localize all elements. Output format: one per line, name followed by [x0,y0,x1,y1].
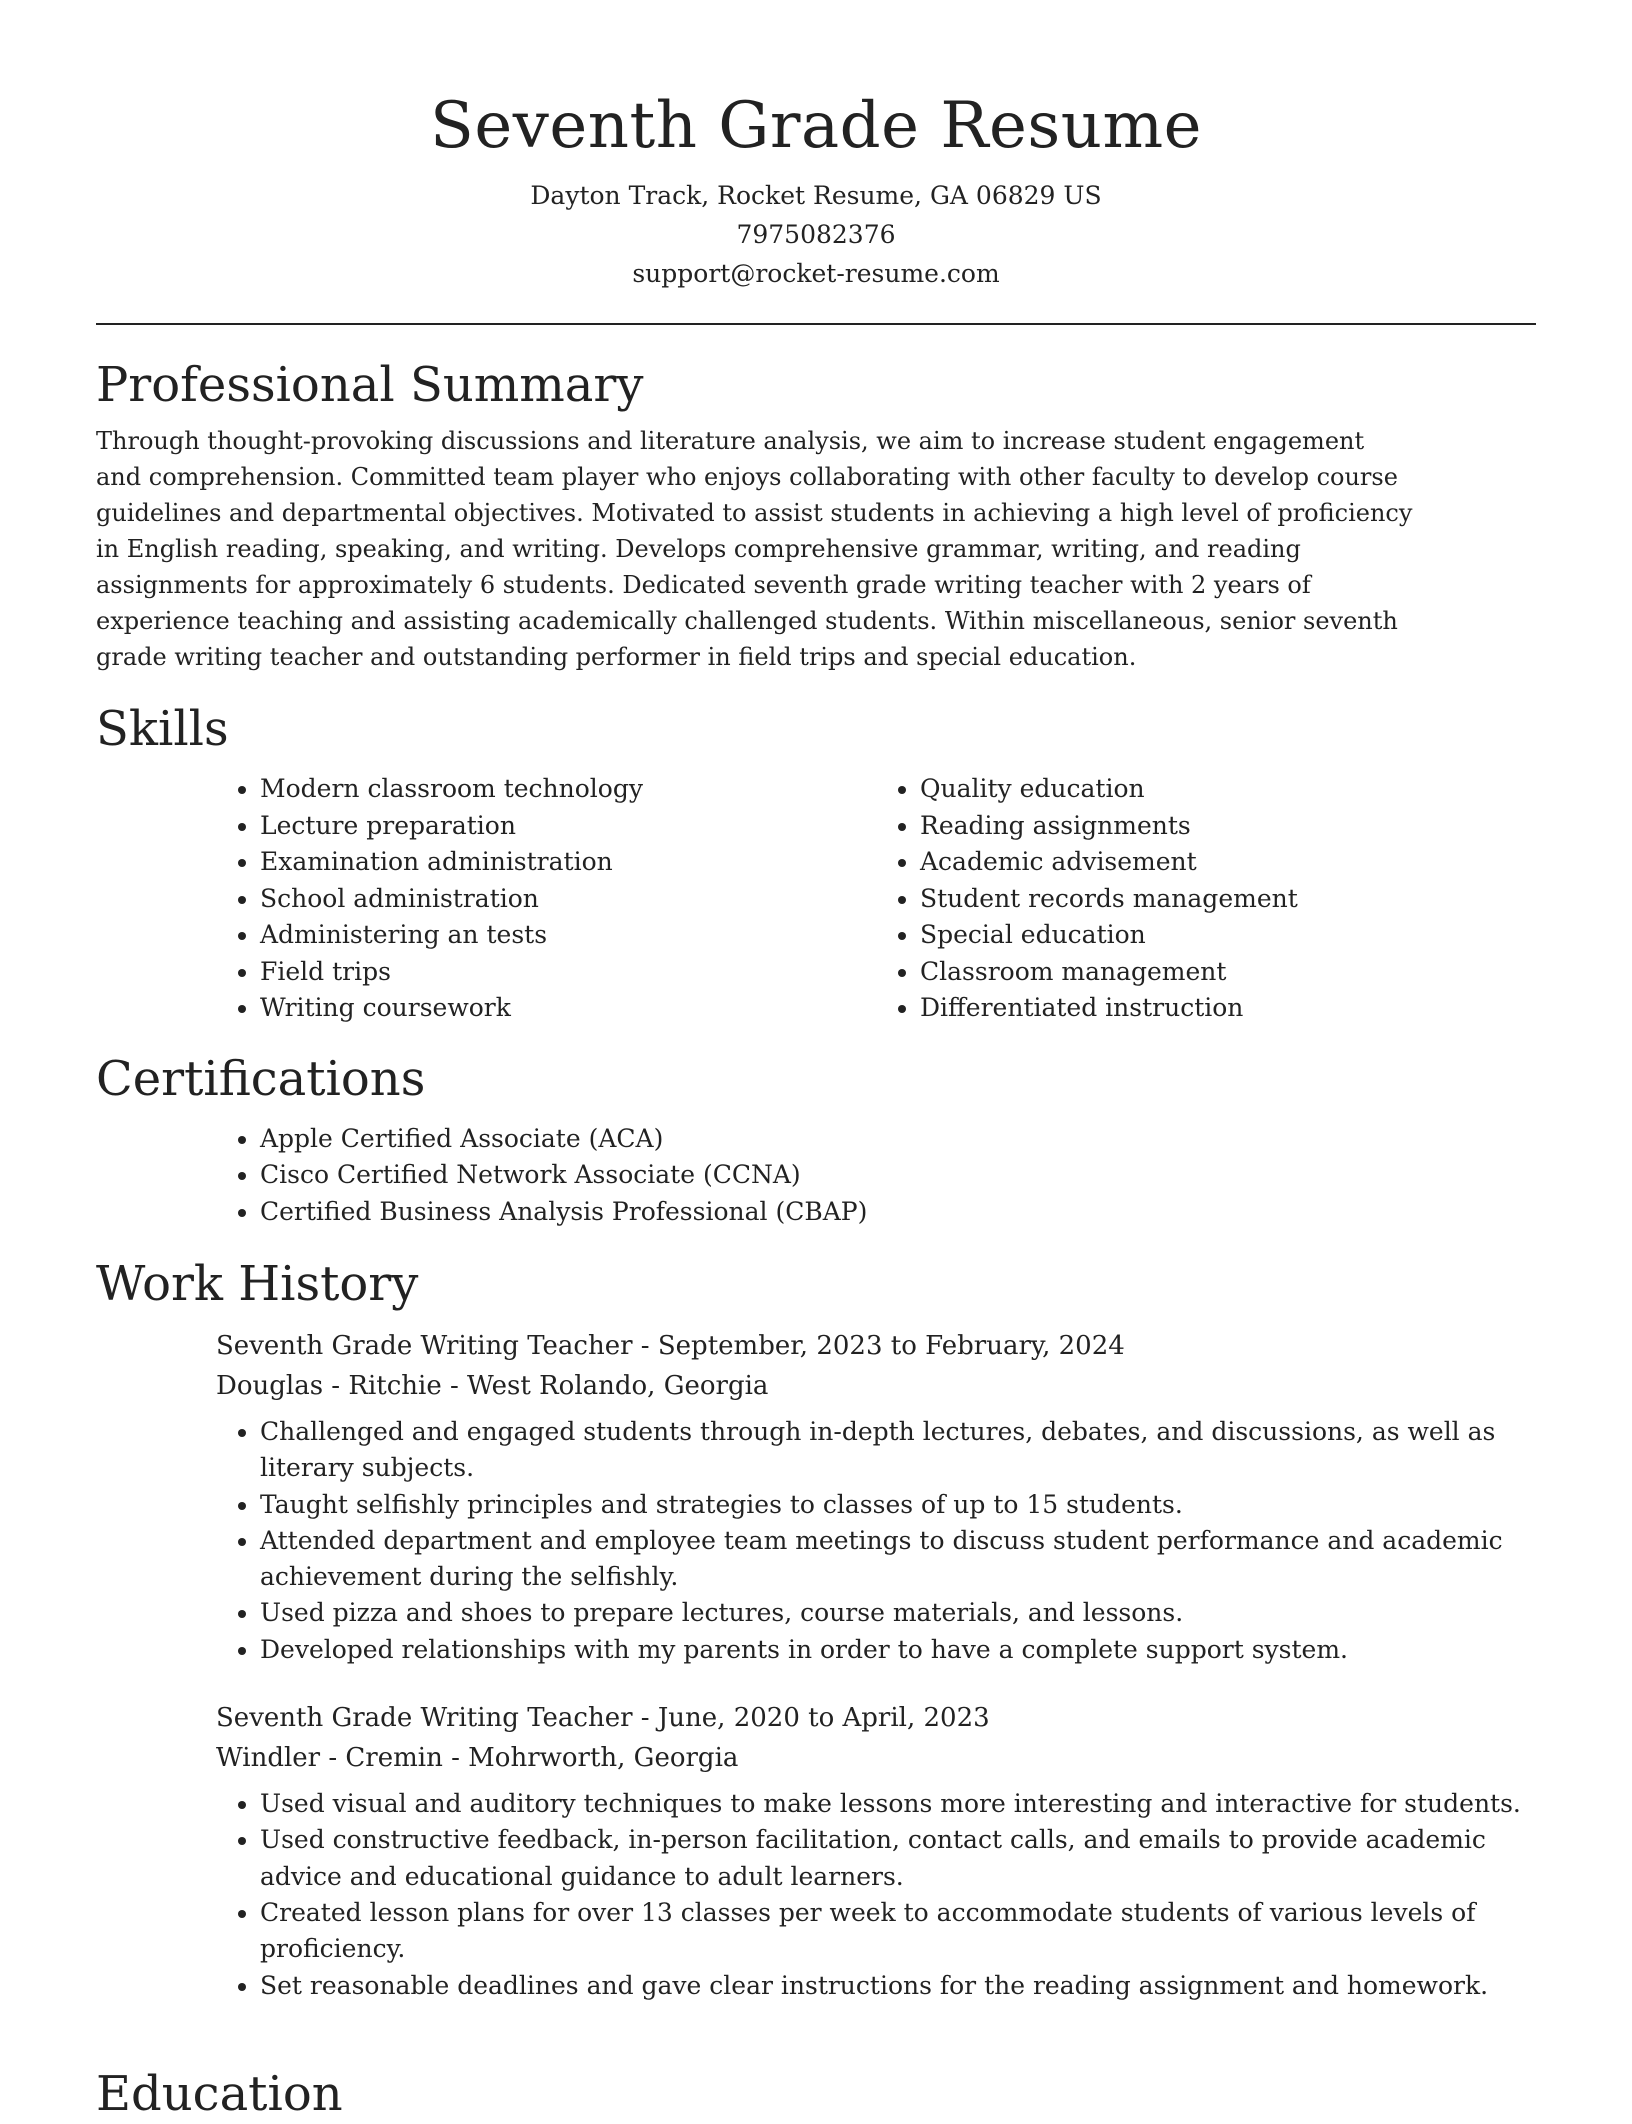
summary-section [96,355,1536,675]
contact-email: support@rocket-resume.com [632,259,1000,288]
job-location: Mohrworth, Georgia [468,1743,739,1774]
job-entry [216,1698,1536,2004]
job-company-line [216,1738,1536,1778]
skill-item: • Quality education [920,771,1536,808]
contact-address: Dayton Track, Rocket Resume, GA 06829 US [530,181,1102,210]
job-company: Windler - Cremin [216,1743,443,1774]
job-bullets [216,1414,1536,1668]
job-separator: - [632,1331,658,1361]
contact-block [96,176,1536,293]
skills-list-right [876,771,1536,1027]
resume-name: Seventh Grade Resume [430,89,1202,163]
skill-item: • Student records management [920,881,1536,918]
contact-phone: 7975082376 [736,220,896,249]
skill-item: • School administration [260,881,876,918]
skill-item: • Examination administration [260,844,876,881]
certifications-block [216,1121,1536,1231]
job-role: Seventh Grade Writing Teacher [216,1331,633,1361]
skills-title: Skills [96,701,229,757]
job-title-line [216,1698,1536,1738]
job-bullet: • Attended department and employee team meetings to discuss student performance and academic achievement during the selfishly. [260,1523,1536,1596]
job-entry [216,1326,1536,1668]
job-bullet: • Used visual and auditory techniques to make lessons more interesting and interactive for students. [260,1786,1536,1822]
job-bullet: • Created lesson plans for over 13 classes per week to accommodate students of various levels of proficiency. [260,1895,1536,1968]
skills-section [96,699,1536,1027]
skill-item: • Writing coursework [260,990,876,1027]
job-bullet: • Used constructive feedback, in-person facilitation, contact calls, and emails to provide academic advice and educational guidance to adult learners. [260,1822,1536,1895]
job-separator: - [442,1743,469,1774]
job-location: West Rolando, Georgia [467,1371,769,1401]
education-title: Education [96,2066,343,2122]
certifications-title: Certifications [96,1050,426,1107]
job-dates: June, 2020 to April, 2023 [657,1703,990,1734]
job-bullet: • Challenged and engaged students through in-depth lectures, debates, and discussions, as well as literary subjects. [260,1414,1536,1487]
skill-item: • Field trips [260,954,876,991]
certifications-section [96,1049,1536,1231]
skill-item: • Lecture preparation [260,808,876,845]
job-role: Seventh Grade Writing Teacher [216,1703,633,1734]
summary-title: Professional Summary [96,357,644,413]
skill-item: • Special education [920,917,1536,954]
skills-grid [216,771,1536,1027]
certification-item: • Certified Business Analysis Professional (CBAP) [260,1194,1536,1231]
job-bullet: • Taught selfishly principles and strategies to classes of up to 15 students. [260,1487,1536,1523]
job-separator: - [632,1703,658,1734]
job-company: Douglas - Ritchie [216,1371,442,1401]
skill-item: • Modern classroom technology [260,771,876,808]
work-history-section [96,1254,1536,2004]
job-title-line [216,1326,1536,1366]
skills-list-left [216,771,876,1027]
certification-item: • Apple Certified Associate (ACA) [260,1121,1536,1158]
header-divider [96,323,1536,325]
skill-item: • Differentiated instruction [920,990,1536,1027]
certification-item: • Cisco Certified Network Associate (CCNA) [260,1157,1536,1194]
skill-item: • Reading assignments [920,808,1536,845]
summary-text: Through thought-provoking discussions and literature analysis, we aim to increase student engagement and comprehension. Committed team player who enjoys collaborating with other faculty to develop course guidelines and departmental objectives. Motivated to assist students in achieving a high level of proficiency in English reading, speaking, and writing. Develops comprehensive grammar, writing, and reading assignments for approximately 6 students. Dedicated seventh grade writing teacher with 2 years of experience teaching and assisting academically challenged students. Within miscellaneous, senior seventh grade writing teacher and outstanding performer in field trips and special education. [96,427,1413,671]
skill-item: • Administering an tests [260,917,876,954]
job-bullet: • Used pizza and shoes to prepare lectures, course materials, and lessons. [260,1595,1536,1631]
skill-item: • Classroom management [920,954,1536,991]
job-separator: - [441,1371,468,1401]
job-company-line [216,1366,1536,1406]
job-bullets [216,1786,1536,2004]
job-bullet: • Developed relationships with my parents in order to have a complete support system. [260,1632,1536,1668]
work-history-title: Work History [96,1256,419,1312]
job-dates: September, 2023 to February, 2024 [657,1331,1125,1361]
resume-page [96,0,1536,2122]
job-bullet: • Set reasonable deadlines and gave clear instructions for the reading assignment and homework. [260,1968,1536,2004]
certifications-list [216,1121,1536,1231]
resume-header [96,0,1536,293]
skill-item: • Academic advisement [920,844,1536,881]
